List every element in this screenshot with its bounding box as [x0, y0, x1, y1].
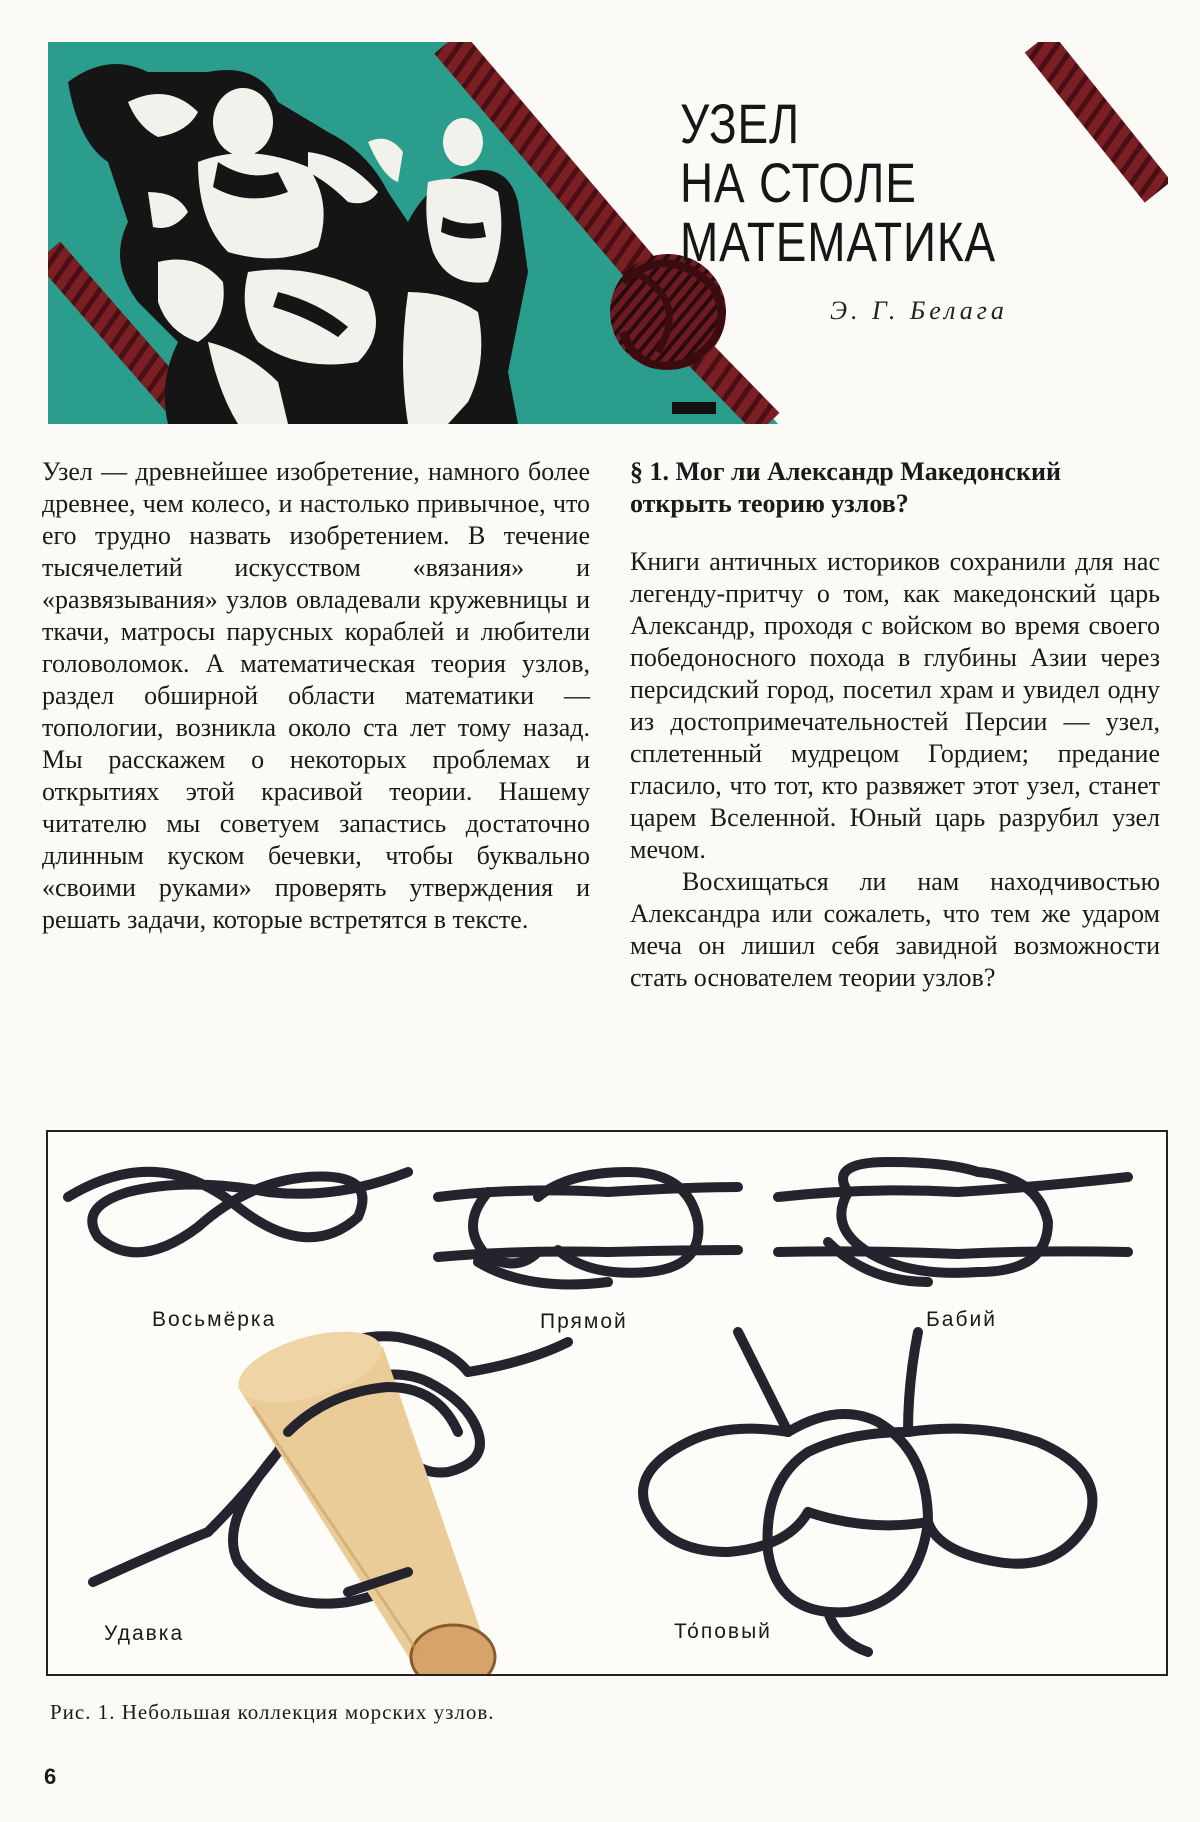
section-paragraph-2: Восхищаться ли нам находчивостью Александра или сожалеть, что тем же ударом меча он лишил себя завидной возможности стать основателем теории узлов?: [630, 867, 1160, 992]
knots-figure: [46, 1130, 1168, 1676]
label-sheet: То́повый: [674, 1620, 772, 1643]
label-granny: Бабий: [926, 1308, 997, 1331]
figure-caption: Рис. 1. Небольшая коллекция морских узлов.: [50, 1700, 495, 1724]
sheet-knot-icon: [643, 1332, 1092, 1652]
wooden-stick-icon: [231, 1318, 495, 1674]
section-paragraph-1: Книги античных историков сохранили для нас легенду-притчу о том, как македонский царь Александр, проходя с войском во время своего победоносного похода в глубины Азии через персидский город, посетил храм и увидел одну из достопримечательностей Персии — узел, сплетенный мудрецом Гордием; предание гласило, что тот, кто развяжет этот узел, станет царем Вселенной. Юный царь разрубил узел мечом.: [630, 547, 1160, 864]
figure-eight-knot-icon: [68, 1172, 408, 1253]
title-line-1: УЗЕЛ: [680, 92, 800, 155]
rope-right: [1038, 42, 1158, 192]
label-figure-eight: Восьмёрка: [152, 1308, 277, 1331]
granny-knot-icon: [778, 1162, 1128, 1282]
label-hitch: Удавка: [104, 1622, 185, 1645]
intro-paragraph: Узел — древнейшее изобретение, намного более древнее, чем колесо, и настолько привычное, что его трудно назвать изобретением. В течение тысячелетий искусством «вязания» и «развязывания» узлов овладевали кружевницы и ткачи, матросы парусных кораблей и любители головоломок. А математическая теория узлов, раздел обширной области математики — топологии, возникла около ста лет тому назад. Мы расскажем о некоторых проблемах и открытиях этой красивой теории. Нашему читателю мы советуем запастись достаточно длинным куском бечевки, чтобы буквально «своими руками» проверять утверждения и решать задачи, которые встретятся в тексте.: [42, 457, 590, 934]
title-line-3: МАТЕМАТИКА: [680, 210, 996, 273]
knots-drawing: [48, 1132, 1166, 1674]
header-illustration: [48, 42, 1168, 424]
label-reef: Прямой: [540, 1310, 628, 1333]
intro-column: [42, 456, 590, 936]
section-column: [630, 456, 1160, 994]
section-heading: § 1. Мог ли Александр Македонский открыть теорию узлов?: [630, 457, 1061, 518]
article-title: [680, 94, 996, 271]
reef-knot-icon: [438, 1172, 738, 1285]
page-number: 6: [44, 1764, 57, 1789]
title-line-2: НА СТОЛЕ: [680, 151, 917, 214]
author-name: Э. Г. Белага: [830, 296, 1008, 325]
